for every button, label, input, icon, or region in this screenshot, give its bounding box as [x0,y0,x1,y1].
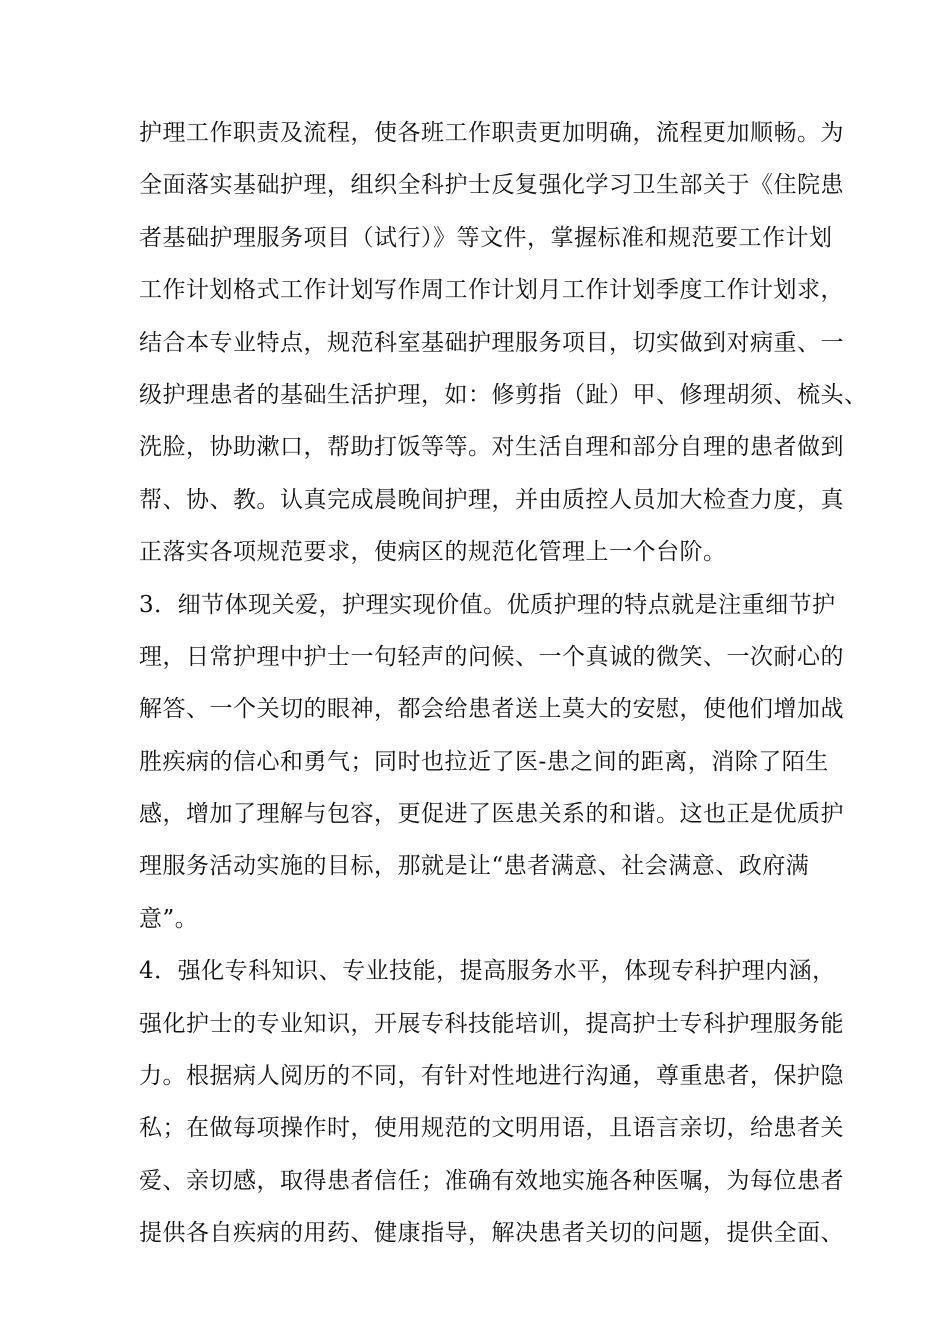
text-line: 工作计划格式工作计划写作周工作计划月工作计划季度工作计划求， [139,277,844,304]
text-line: 全面落实基础护理，组织全科护士反复强化学习卫生部关于《住院患 [139,172,844,199]
text-line: 解答、一个关切的眼神，都会给患者送上莫大的安慰，使他们增加战 [139,696,844,723]
text-line: 胜疾病的信心和勇气；同时也拉近了医-患之间的距离，消除了陌生 [139,748,829,775]
text-line: 爱、亲切感，取得患者信任；准确有效地实施各种医嘱，为每位患者 [139,1167,844,1194]
text-line: 提供各自疾病的用药、健康指导，解决患者关切的问题，提供全面、 [139,1220,844,1247]
text-line: 级护理患者的基础生活护理，如：修剪指（趾）甲、修理胡须、梳头、 [139,381,868,408]
text-line: 理服务活动实施的目标，那就是让“患者满意、社会满意、政府满 [139,853,810,880]
text-line: 理，日常护理中护士一句轻声的问候、一个真诚的微笑、一次耐心的 [139,643,844,670]
text-line: 洗脸，协助漱口，帮助打饭等等。对生活自理和部分自理的患者做到 [139,434,844,461]
body-text [139,113,868,1266]
text-line: 力。根据病人阅历的不同，有针对性地进行沟通，尊重患者，保护隐 [139,1063,844,1090]
text-line: 3．细节体现关爱，护理实现价值。优质护理的特点就是注重细节护 [139,591,836,618]
text-line: 强化护士的专业知识，开展专科技能培训，提高护士专科护理服务能 [139,1010,844,1037]
text-line: 意”。 [139,905,199,932]
text-line: 感，增加了理解与包容，更促进了医患关系的和谐。这也正是优质护 [139,801,844,828]
text-line: 结合本专业特点，规范科室基础护理服务项目，切实做到对病重、一 [139,329,844,356]
text-line: 帮、协、教。认真完成晨晚间护理，并由质控人员加大检查力度，真 [139,486,844,513]
text-line: 私；在做每项操作时，使用规范的文明用语，且语言亲切，给患者关 [139,1115,844,1142]
text-line: 护理工作职责及流程，使各班工作职责更加明确，流程更加顺畅。为 [139,120,844,146]
text-line: 正落实各项规范要求，使病区的规范化管理上一个台阶。 [139,539,727,566]
text-line: 4．强化专科知识、专业技能，提高服务水平，体现专科护理内涵， [139,958,836,985]
text-line: 者基础护理服务项目（试行）》等文件，掌握标准和规范要工作计划 [139,224,833,251]
